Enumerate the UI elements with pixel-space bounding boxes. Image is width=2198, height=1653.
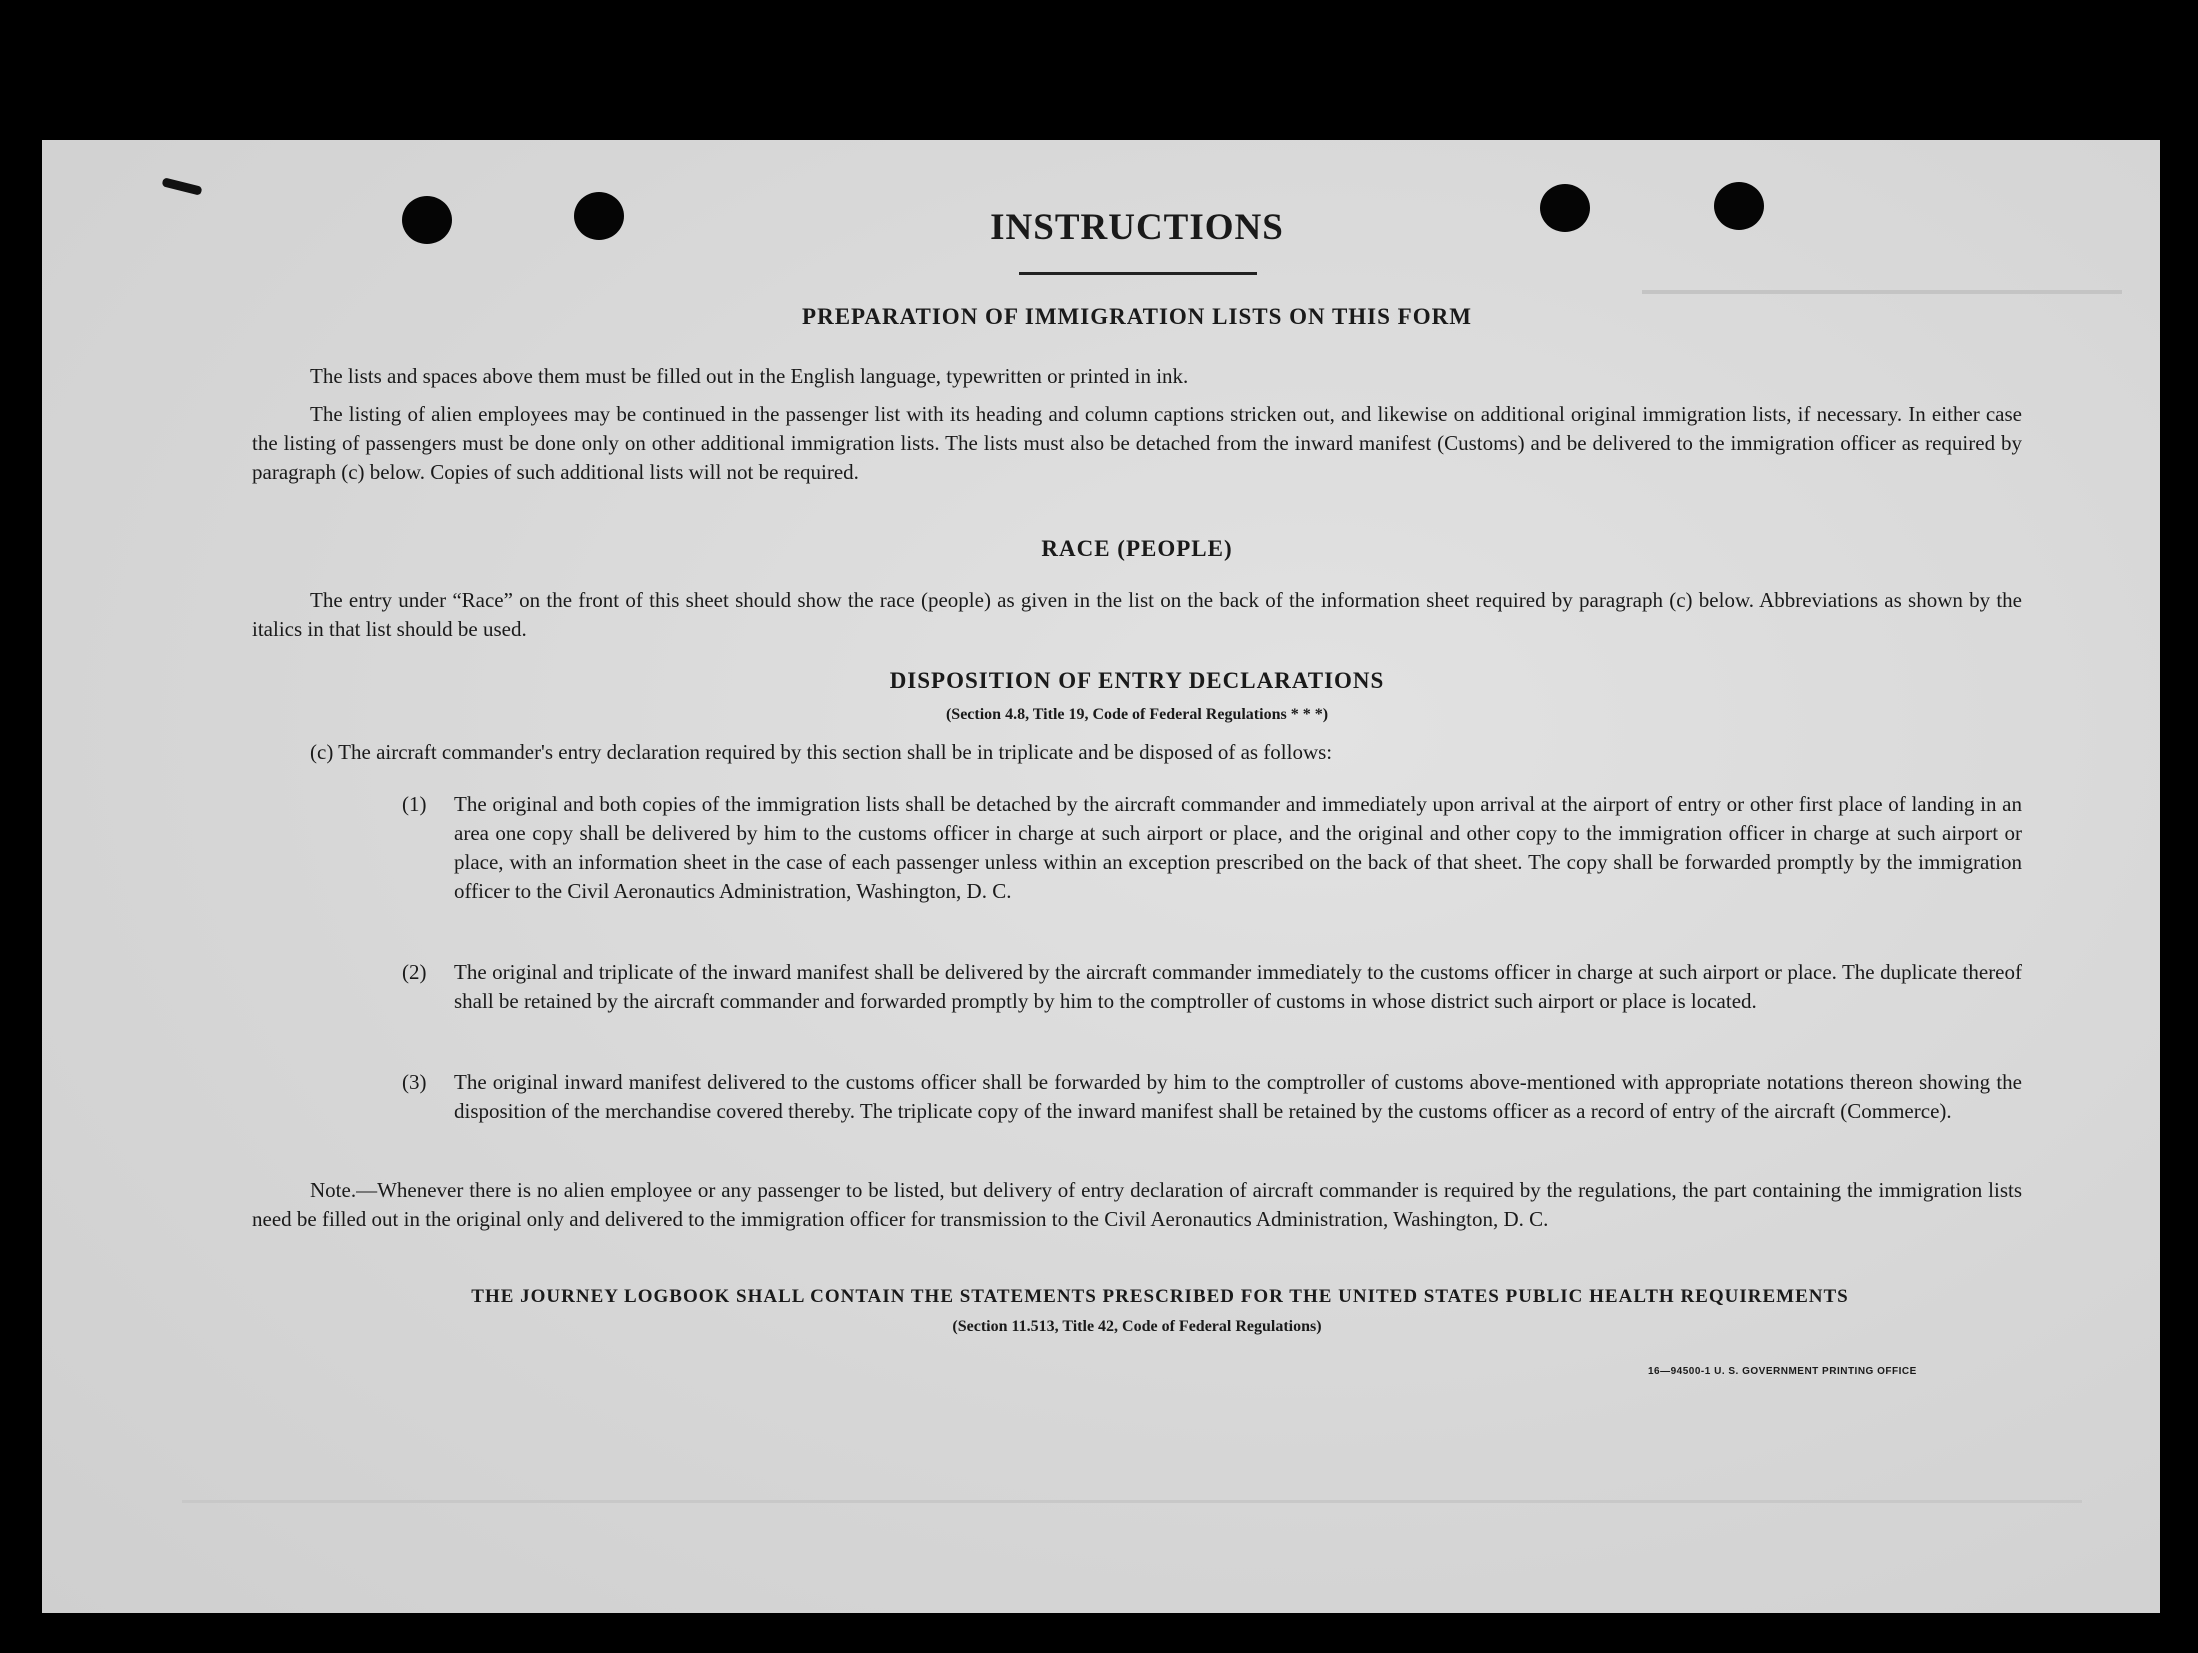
race-text: The entry under “Race” on the front of this sheet should show the race (people) as given in the list on the back of the information sheet required by paragraph (c) below. Abbreviations as shown by the italics in that list should be used. (252, 588, 2022, 641)
item-number: (2) (402, 960, 427, 984)
preparation-paragraph-2 (252, 400, 2022, 487)
preparation-heading: PREPARATION OF IMMIGRATION LISTS ON THIS FORM (802, 304, 1472, 329)
item-text: The original and triplicate of the inward manifest shall be delivered by the aircraft commander immediately to the customs officer in charge at such airport or place. The duplicate thereof shall be retained by the aircraft commander and forwarded promptly by him to the comptroller of customs in whose district such airport or place is located. (454, 960, 2022, 1013)
bleed-through (1642, 290, 2122, 294)
preparation-paragraph-1 (252, 362, 2022, 391)
disposition-subheading: (Section 4.8, Title 19, Code of Federal Regulations * * *) (945, 706, 1329, 723)
item-number: (1) (402, 792, 427, 816)
race-paragraph (252, 586, 2022, 644)
item-text: The original inward manifest delivered to the customs officer shall be forwarded by him to the comptroller of customs above-mentioned with appropriate notations thereon showing the disposition of the merchandise covered thereby. The triplicate copy of the inward manifest shall be retained by the customs officer as a record of entry of the aircraft (Commerce). (454, 1070, 2022, 1123)
race-heading: RACE (PEOPLE) (1041, 536, 1233, 561)
bleed-through (182, 1500, 2082, 1503)
disposition-item (402, 958, 2022, 1016)
disposition-intro: (c) The aircraft commander's entry declaration required by this section shall be in triplicate and be disposed of as follows: (310, 740, 1333, 764)
item-number: (3) (402, 1070, 427, 1094)
document-sheet (42, 140, 2160, 1613)
note-text: Note.—Whenever there is no alien employee or any passenger to be listed, but delivery of entry declaration of aircraft commander is required by the regulations, the part containing the immigration lists need be filled out in the original only and delivered to the immigration officer for transmission to the Civil Aeronautics Administration, Washington, D. C. (252, 1178, 2022, 1231)
preparation-text-1: The lists and spaces above them must be filled out in the English language, typewritten or printed in ink. (310, 364, 1189, 388)
page-title: INSTRUCTIONS (990, 207, 1284, 248)
ink-mark (162, 177, 203, 195)
disposition-heading: DISPOSITION OF ENTRY DECLARATIONS (889, 668, 1385, 693)
item-text: The original and both copies of the immigration lists shall be detached by the aircraft commander and immediately upon arrival at the airport of entry or other first place of landing in an area one copy shall be delivered by him to the customs officer in charge at such airport or place, and the original and other copy to the immigration officer in charge at such airport or place, with an information sheet in the case of each passenger unless within an exception prescribed on the back of that sheet. The copy shall be forwarded promptly by the immigration officer to the Civil Aeronautics Administration, Washington, D. C. (454, 792, 2022, 903)
preparation-text-2: The listing of alien employees may be continued in the passenger list with its heading and column captions stricken out, and likewise on additional original immigration lists, if necessary. In either case the listing of passengers must be done only on other additional immigration lists. The lists must also be detached from the inward manifest (Customs) and be delivered to the immigration officer as required by paragraph (c) below. Copies of such additional lists will not be required. (252, 402, 2022, 484)
printing-office-imprint: 16—94500-1 U. S. GOVERNMENT PRINTING OFFICE (1648, 1366, 1917, 1377)
disposition-item (402, 1068, 2022, 1126)
health-citation: (Section 11.513, Title 42, Code of Federal Regulations) (952, 1318, 1322, 1335)
title-underline (1019, 272, 1257, 275)
health-requirements: THE JOURNEY LOGBOOK SHALL CONTAIN THE STATEMENTS PRESCRIBED FOR THE UNITED STATES PUBLIC HEALTH REQUIREMENTS (471, 1286, 1849, 1307)
disposition-item (402, 790, 2022, 906)
note-paragraph (252, 1176, 2022, 1234)
